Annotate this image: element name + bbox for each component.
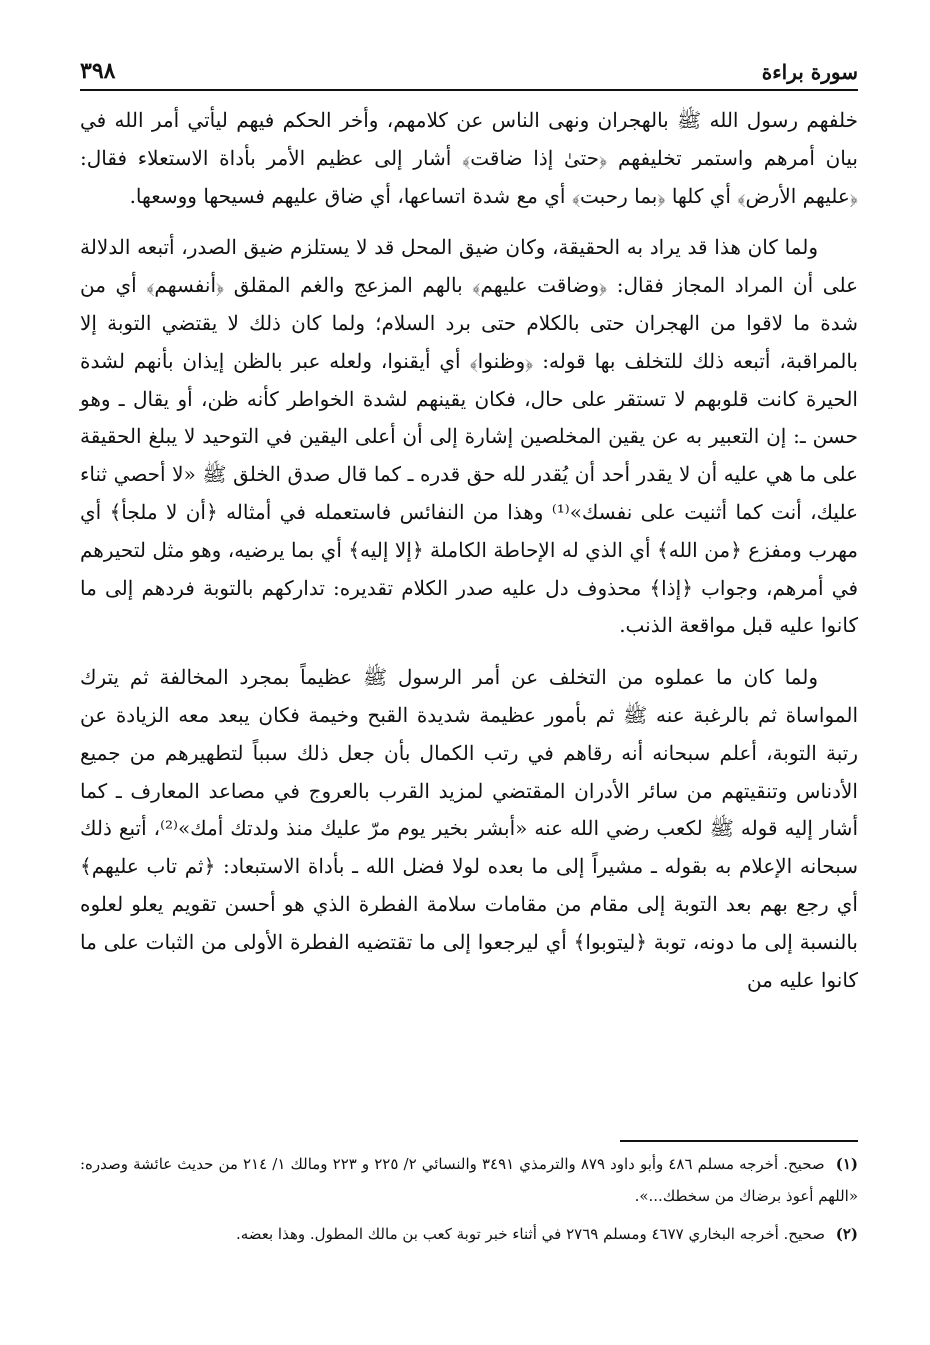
footnote — [80, 1148, 858, 1212]
paragraph-text: ولما كان ما عملوه من التخلف عن أمر الرسول ﷺ عظيماً بمجرد المخالفة ثم يترك المواساة ثم بالرغبة عنه ﷺ ثم بأمور عظيمة شديدة القبح وخيمة فكان يبعد معه الزيادة عن رتبة التوبة، أعلم سبحانه أنه رقاهم في رتب الكمال بأن جعل ذلك سبباً لتطهيرهم من جميع الأدناس وتنقيتهم من سائر الأدران المقتضي لمزيد القرب بالعروج في مصاعد المعارف ـ كما أشار إليه قوله ﷺ لكعب رضي الله عنه «أبشر بخير يوم مرّ عليك منذ ولدتك أمك»⁽²⁾، أتبع ذلك سبحانه الإعلام به بقوله ـ مشيراً إلى ما بعده لولا فضل الله ـ بأداة الاستبعاد: ﴿ثم تاب عليهم﴾ أي رجع بهم بعد التوبة إلى مقام من مقامات سلامة الفطرة الذي هو أحسن تقويم يعلو لعلوه بالنسبة إلى ما دونه، توبة ﴿ليتوبوا﴾ أي ليرجعوا إلى ما تقتضيه الفطرة الأولى من الثبات على ما كانوا عليه من — [80, 665, 858, 992]
page-number: ٣٩٨ — [80, 58, 116, 84]
footnote-text: صحيح. أخرجه البخاري ٤٦٧٧ ومسلم ٢٧٦٩ في أثناء خبر توبة كعب بن مالك المطول. وهذا بعضه. — [235, 1225, 825, 1243]
paragraph-text: خلفهم رسول الله ﷺ بالهجران ونهى الناس عن كلامهم، وأخر الحكم فيهم ليأتي أمر الله في بيان أمرهم واستمر تخليفهم ﴿حتىٰ إذا ضاقت﴾ أشار إلى عظيم الأمر بأداة الاستعلاء فقال: ﴿عليهم الأرض﴾ أي كلها ﴿بما رحبت﴾ أي مع شدة اتساعها، أي ضاق عليهم فسيحها ووسعها. — [80, 108, 858, 208]
footnote-separator — [620, 1140, 858, 1142]
footnote — [80, 1218, 858, 1250]
header-rule — [80, 89, 858, 91]
footnote-text: صحيح. أخرجه مسلم ٤٨٦ وأبو داود ٨٧٩ والترمذي ٣٤٩١ والنسائي ٢/ ٢٢٥ و ٢٢٣ ومالك ١/ ٢١٤ من حديث عائشة وصدره: «اللهم أعوذ برضاك من سخطك...». — [80, 1155, 858, 1205]
footnotes — [80, 1148, 858, 1256]
paragraph — [80, 659, 858, 999]
footnote-label: (١) — [835, 1155, 858, 1173]
running-title: سورة براءة — [761, 60, 858, 84]
paragraph — [80, 229, 858, 645]
page-header — [80, 58, 858, 88]
body-text — [80, 102, 858, 1013]
footnote-label: (٢) — [835, 1225, 858, 1243]
paragraph-text: ولما كان هذا قد يراد به الحقيقة، وكان ضيق المحل قد لا يستلزم ضيق الصدر، أتبعه الدلالة على أن المراد المجاز فقال: ﴿وضاقت عليهم﴾ بالهم المزعج والغم المقلق ﴿أنفسهم﴾ أي من شدة ما لاقوا من الهجران حتى بالكلام حتى برد السلام؛ ولما كان ذلك لا يقتضي التوبة إلا بالمراقبة، أتبعه ذلك للتخلف بها قوله: ﴿وظنوا﴾ أي أيقنوا، ولعله عبر بالظن إيذان بأنهم لشدة الحيرة كانت قلوبهم لا تستقر على حال، فكان يقينهم لشدة الخواطر كأنه ظن، أو يقال ـ وهو حسن ـ: إن التعبير به عن يقين المخلصين إشارة إلى أن أعلى اليقين في التوحيد لا يبلغ الحقيقة على ما هي عليه أن لا يقدر أحد أن يُقدر لله حق قدره ـ كما قال صدق الخلق ﷺ «لا أحصي ثناء عليك، أنت كما أثنيت على نفسك»⁽¹⁾ وهذا من النفائس فاستعمله في أمثاله ﴿أن لا ملجأ﴾ أي مهرب ومفزع ﴿من الله﴾ أي الذي له الإحاطة الكاملة ﴿إلا إليه﴾ أي بما يرضيه، وهو مثل لتحيرهم في أمرهم، وجواب ﴿إذا﴾ محذوف دل عليه صدر الكلام تقديره: تداركهم بالتوبة فردهم إلى ما كانوا عليه قبل مواقعة الذنب. — [80, 235, 858, 638]
paragraph — [80, 102, 858, 215]
